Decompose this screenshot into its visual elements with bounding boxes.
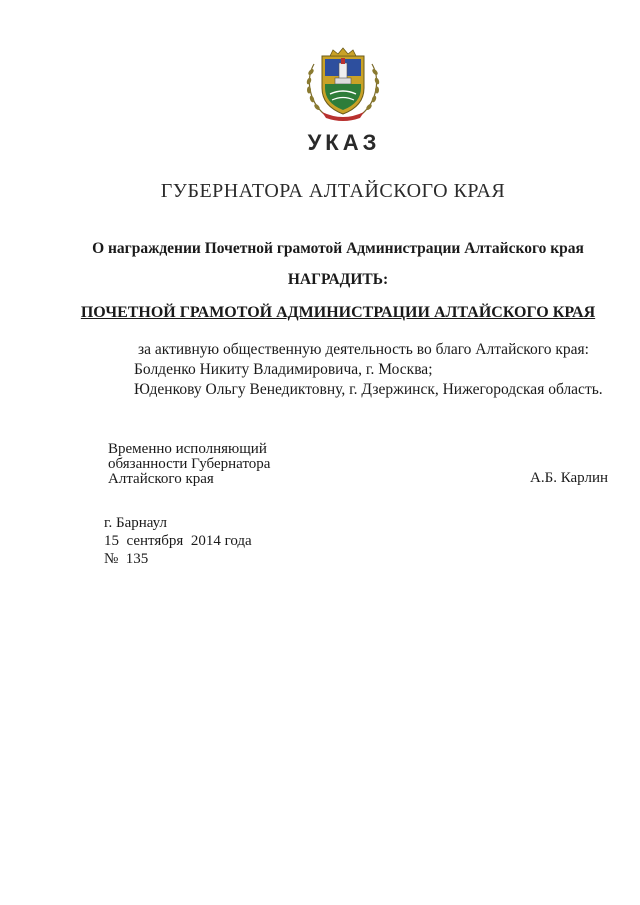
- recipient-line: Юденкову Ольгу Венедиктовну, г. Дзержинск, Нижегородская область.: [134, 381, 603, 398]
- document-number: № 135: [104, 551, 149, 567]
- signatory-name: А.Б. Карлин: [530, 470, 609, 486]
- award-reason: за активную общественную деятельность во благо Алтайского края:: [138, 341, 589, 358]
- issue-place: г. Барнаул: [104, 515, 167, 531]
- recipient-line: Болденко Никиту Владимировича, г. Москва;: [134, 361, 433, 378]
- coat-of-arms-icon: [300, 44, 386, 124]
- position-line: обязанности Губернатора: [108, 456, 271, 472]
- award-name: ПОЧЕТНОЙ ГРАМОТОЙ АДМИНИСТРАЦИИ АЛТАЙСКОГО КРАЯ: [80, 304, 596, 321]
- signatory-position: [108, 442, 270, 487]
- document-issuer: ГУБЕРНАТОРА АЛТАЙСКОГО КРАЯ: [160, 180, 506, 202]
- issue-date: 15 сентября 2014 года: [104, 533, 252, 549]
- document-title: УКАЗ: [307, 130, 381, 155]
- document-subject: О награждении Почетной грамотой Администрации Алтайского края: [92, 240, 584, 257]
- position-line: Алтайского края: [108, 471, 214, 487]
- decree-verb: НАГРАДИТЬ:: [287, 271, 389, 288]
- decree-body: [134, 340, 624, 400]
- position-line: Временно исполняющий: [108, 441, 267, 457]
- document-footer: [104, 514, 252, 568]
